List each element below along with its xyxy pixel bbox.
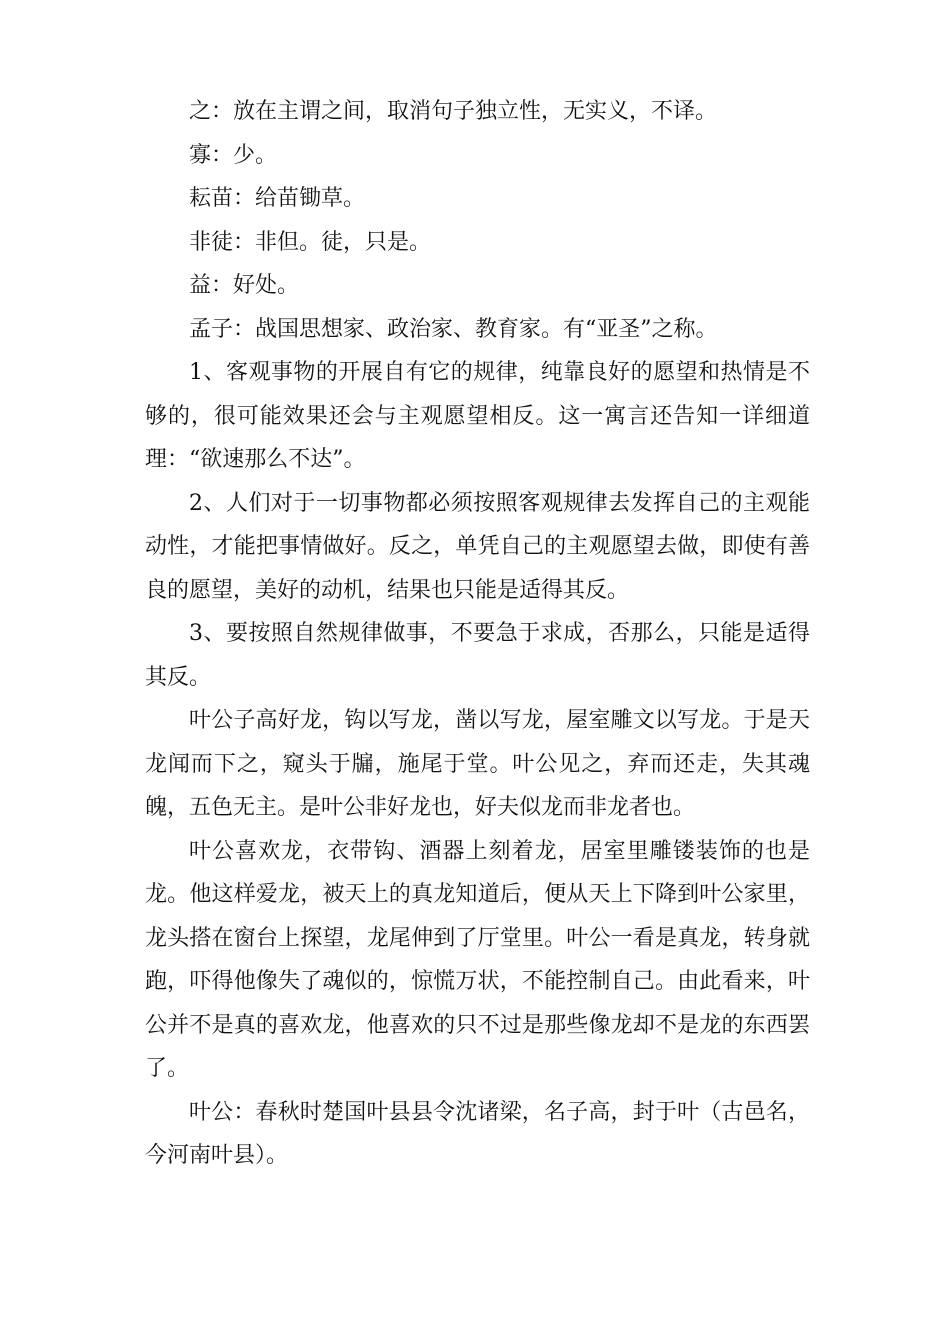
- paragraph-gloss-yegong: 叶公：春秋时楚国叶县县令沈诸梁，名子高，封于叶（古邑名，今河南叶县）。: [145, 1099, 810, 1168]
- paragraph-gloss-yi: 益：好处。: [189, 273, 300, 298]
- paragraph-translation: 叶公喜欢龙，衣带钩、酒器上刻着龙，居室里雕镂装饰的也是龙。他这样爱龙，被天上的真龙知道后，便从天上下降到叶公家里，龙头搭在窗台上探望，龙尾伸到了厅堂里。叶公一看是真龙，转身就跑，吓得他像失了魂似的，惊慌万状，不能控制自己。由此看来，叶公并不是真的喜欢龙，他喜欢的只不过是那些像龙却不是龙的东西罢了。: [145, 838, 810, 1081]
- paragraph-gloss-zhi: 之：放在主谓之间，取消句子独立性，无实义，不译。: [189, 99, 718, 124]
- paragraph-gloss-mengzi: 孟子：战国思想家、政治家、教育家。有“亚圣”之称。: [189, 316, 718, 342]
- paragraph-gloss-gua: 寡：少。: [189, 142, 278, 168]
- paragraph-point-3: 3、要按照自然规律做事，不要急于求成，否那么，只能是适得其反。: [145, 621, 810, 690]
- paragraph-original-text: 叶公子高好龙，钩以写龙，凿以写龙，屋室雕文以写龙。于是天龙闻而下之，窥头于牖，施尾于堂。叶公见之，弃而还走，失其魂魄，五色无主。是叶公非好龙也，好夫似龙而非龙者也。: [145, 708, 810, 820]
- paragraph-gloss-yunmiao: 耘苗：给苗锄草。: [189, 186, 366, 211]
- paragraph-gloss-feitu: 非徒：非但。徒，只是。: [189, 229, 432, 255]
- document-body: [145, 90, 810, 1178]
- paragraph-point-2: 2、人们对于一切事物都必须按照客观规律去发挥自己的主观能动性，才能把事情做好。反之，单凭自己的主观愿望去做，即使有善良的愿望，美好的动机，结果也只能是适得其反。: [145, 490, 810, 603]
- paragraph-point-1: 1、客观事物的开展自有它的规律，纯靠良好的愿望和热情是不够的，很可能效果还会与主观愿望相反。这一寓言还告知一详细道理：“欲速那么不达”。: [145, 360, 810, 472]
